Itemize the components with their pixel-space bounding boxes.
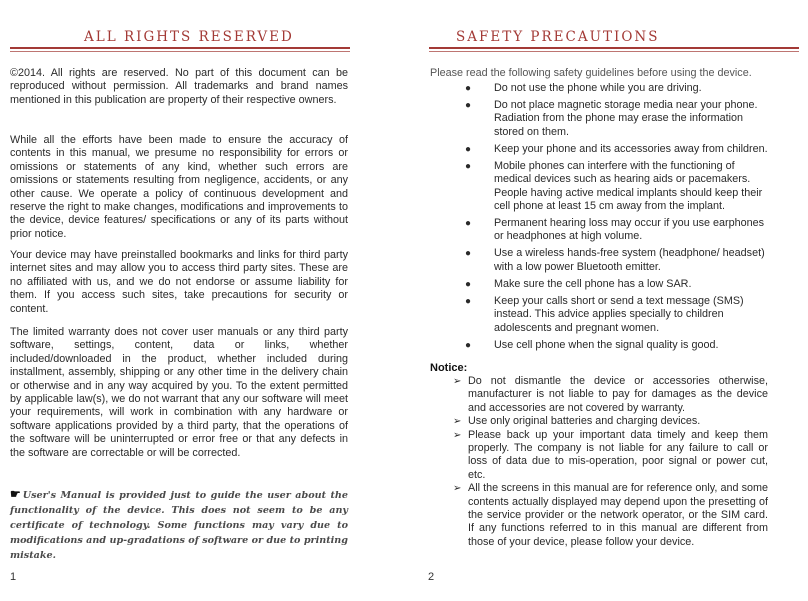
list-item: ● Do not place magnetic storage media near your phone. Radiation from the phone may erase the information stored on them. xyxy=(465,99,758,138)
manual-note xyxy=(10,487,348,563)
bullet-icon: ● xyxy=(465,295,472,307)
header-rule xyxy=(10,47,350,49)
third-party-paragraph: Your device may have preinstalled bookmarks and links for third party internet sites and may allow you to access third party sites. These are no affiliated with us, and we do not endorse or assume liability for them. If you access such sites, take precautions for security or content. xyxy=(10,249,348,315)
list-item: ● Use a wireless hands-free system (headphone/ headset) with a low power Bluetooth emitter. xyxy=(465,247,765,273)
accuracy-paragraph: While all the efforts have been made to ensure the accuracy of contents in this manual, we presume no responsibility for errors or omissions or statements of any kind, whether such errors are omissions or statements resulting from negligence, accidents, or any other cause. We operate a policy of continuous development and reserve the right to make changes, modifications and improvements to the device, device features/ specifications or any of its parts without prior notice. xyxy=(10,134,348,240)
header-rule-thin xyxy=(429,51,799,52)
safety-list xyxy=(404,82,808,356)
list-item: ● Do not use the phone while you are driving. xyxy=(465,82,702,94)
list-item: ➢ All the screens in this manual are for reference only, and some contents actually displayed may depend upon the presetting of the service provider or the network operator, or the SIM card. If any functions referred to in this manual are different from those of your device, please follow your device. xyxy=(453,482,768,548)
list-item: ➢ Do not dismantle the device or accessories otherwise, manufacturer is not liable to pay for damages as the device and accessories are not covered by warranty. xyxy=(453,375,768,414)
bullet-icon: ● xyxy=(465,218,472,230)
list-item: ➢ Please back up your important data timely and keep them properly. The company is not liable for any failure to call or loss of data due to mis-operation, poor signal or power cut, etc. xyxy=(453,428,768,481)
safety-intro: Please read the following safety guidelines before using the device. xyxy=(430,67,752,79)
bullet-icon: ● xyxy=(465,248,472,260)
list-item: ● Mobile phones can interfere with the functioning of medical devices such as hearing aids or pacemakers. People having active medical implants should keep their cell phone at least 15 cm away from the implant. xyxy=(465,159,763,213)
warranty-paragraph: The limited warranty does not cover user manuals or any third party software, settings, content, data or links, whether included/downloaded in the product, whether included during installment, assembly, shipping or any other time in the delivery chain or otherwise and in any way acquired by you. To the extent permitted by applicable law(s), we do not warrant that any our software will meet your requirements, will work in combination with any hardware or software applications provided by a third party, that the operations of the software will be uninterrupted or error free or that any defects in the software are correctable or will be corrected. xyxy=(10,326,348,459)
bullet-icon: ● xyxy=(465,278,472,290)
bullet-icon: ● xyxy=(465,160,472,172)
list-item: ➢ Use only original batteries and charging devices. xyxy=(453,415,701,428)
pointing-hand-icon: ☛ xyxy=(10,487,21,501)
notice-heading: Notice: xyxy=(430,362,468,374)
bullet-icon: ● xyxy=(465,339,472,351)
copyright-paragraph: ©2014. All rights are reserved. No part of this document can be reproduced without permission. All trademarks and brand names mentioned in this publication are property of their respective owners. xyxy=(10,67,348,106)
list-item: ● Keep your calls short or send a text message (SMS) instead. This advice applies specially to children adolescents and pregnant women. xyxy=(465,294,744,334)
header-rule xyxy=(429,47,799,49)
arrow-bullet-icon: ➢ xyxy=(453,429,462,441)
arrow-bullet-icon: ➢ xyxy=(453,416,462,428)
safety-header: SAFETY PRECAUTIONS xyxy=(456,29,660,45)
page-number: 1 xyxy=(10,571,17,583)
arrow-bullet-icon: ➢ xyxy=(453,483,462,495)
right-page xyxy=(404,0,808,601)
page-number: 2 xyxy=(428,571,435,583)
arrow-bullet-icon: ➢ xyxy=(453,376,462,387)
rights-header: ALL RIGHTS RESERVED xyxy=(84,29,294,45)
list-item: ● Keep your phone and its accessories away from children. xyxy=(465,142,768,155)
note-text: User's Manual is provided just to guide the user about the functionality of the device. This does not seem to be any certificate of technology. Some functions may vary due to modifications and up-gradations of software or due to printing mistake. xyxy=(10,490,348,561)
bullet-icon: ● xyxy=(465,100,472,111)
bullet-icon: ● xyxy=(465,143,472,155)
notice-list xyxy=(404,375,808,549)
bullet-icon: ● xyxy=(465,83,472,94)
list-item: ● Use cell phone when the signal quality is good. xyxy=(465,338,719,351)
list-item: ● Permanent hearing loss may occur if you use earphones or headphones at high volume. xyxy=(465,217,765,243)
list-item: ● Make sure the cell phone has a low SAR. xyxy=(465,277,692,290)
header-rule-thin xyxy=(10,51,350,52)
